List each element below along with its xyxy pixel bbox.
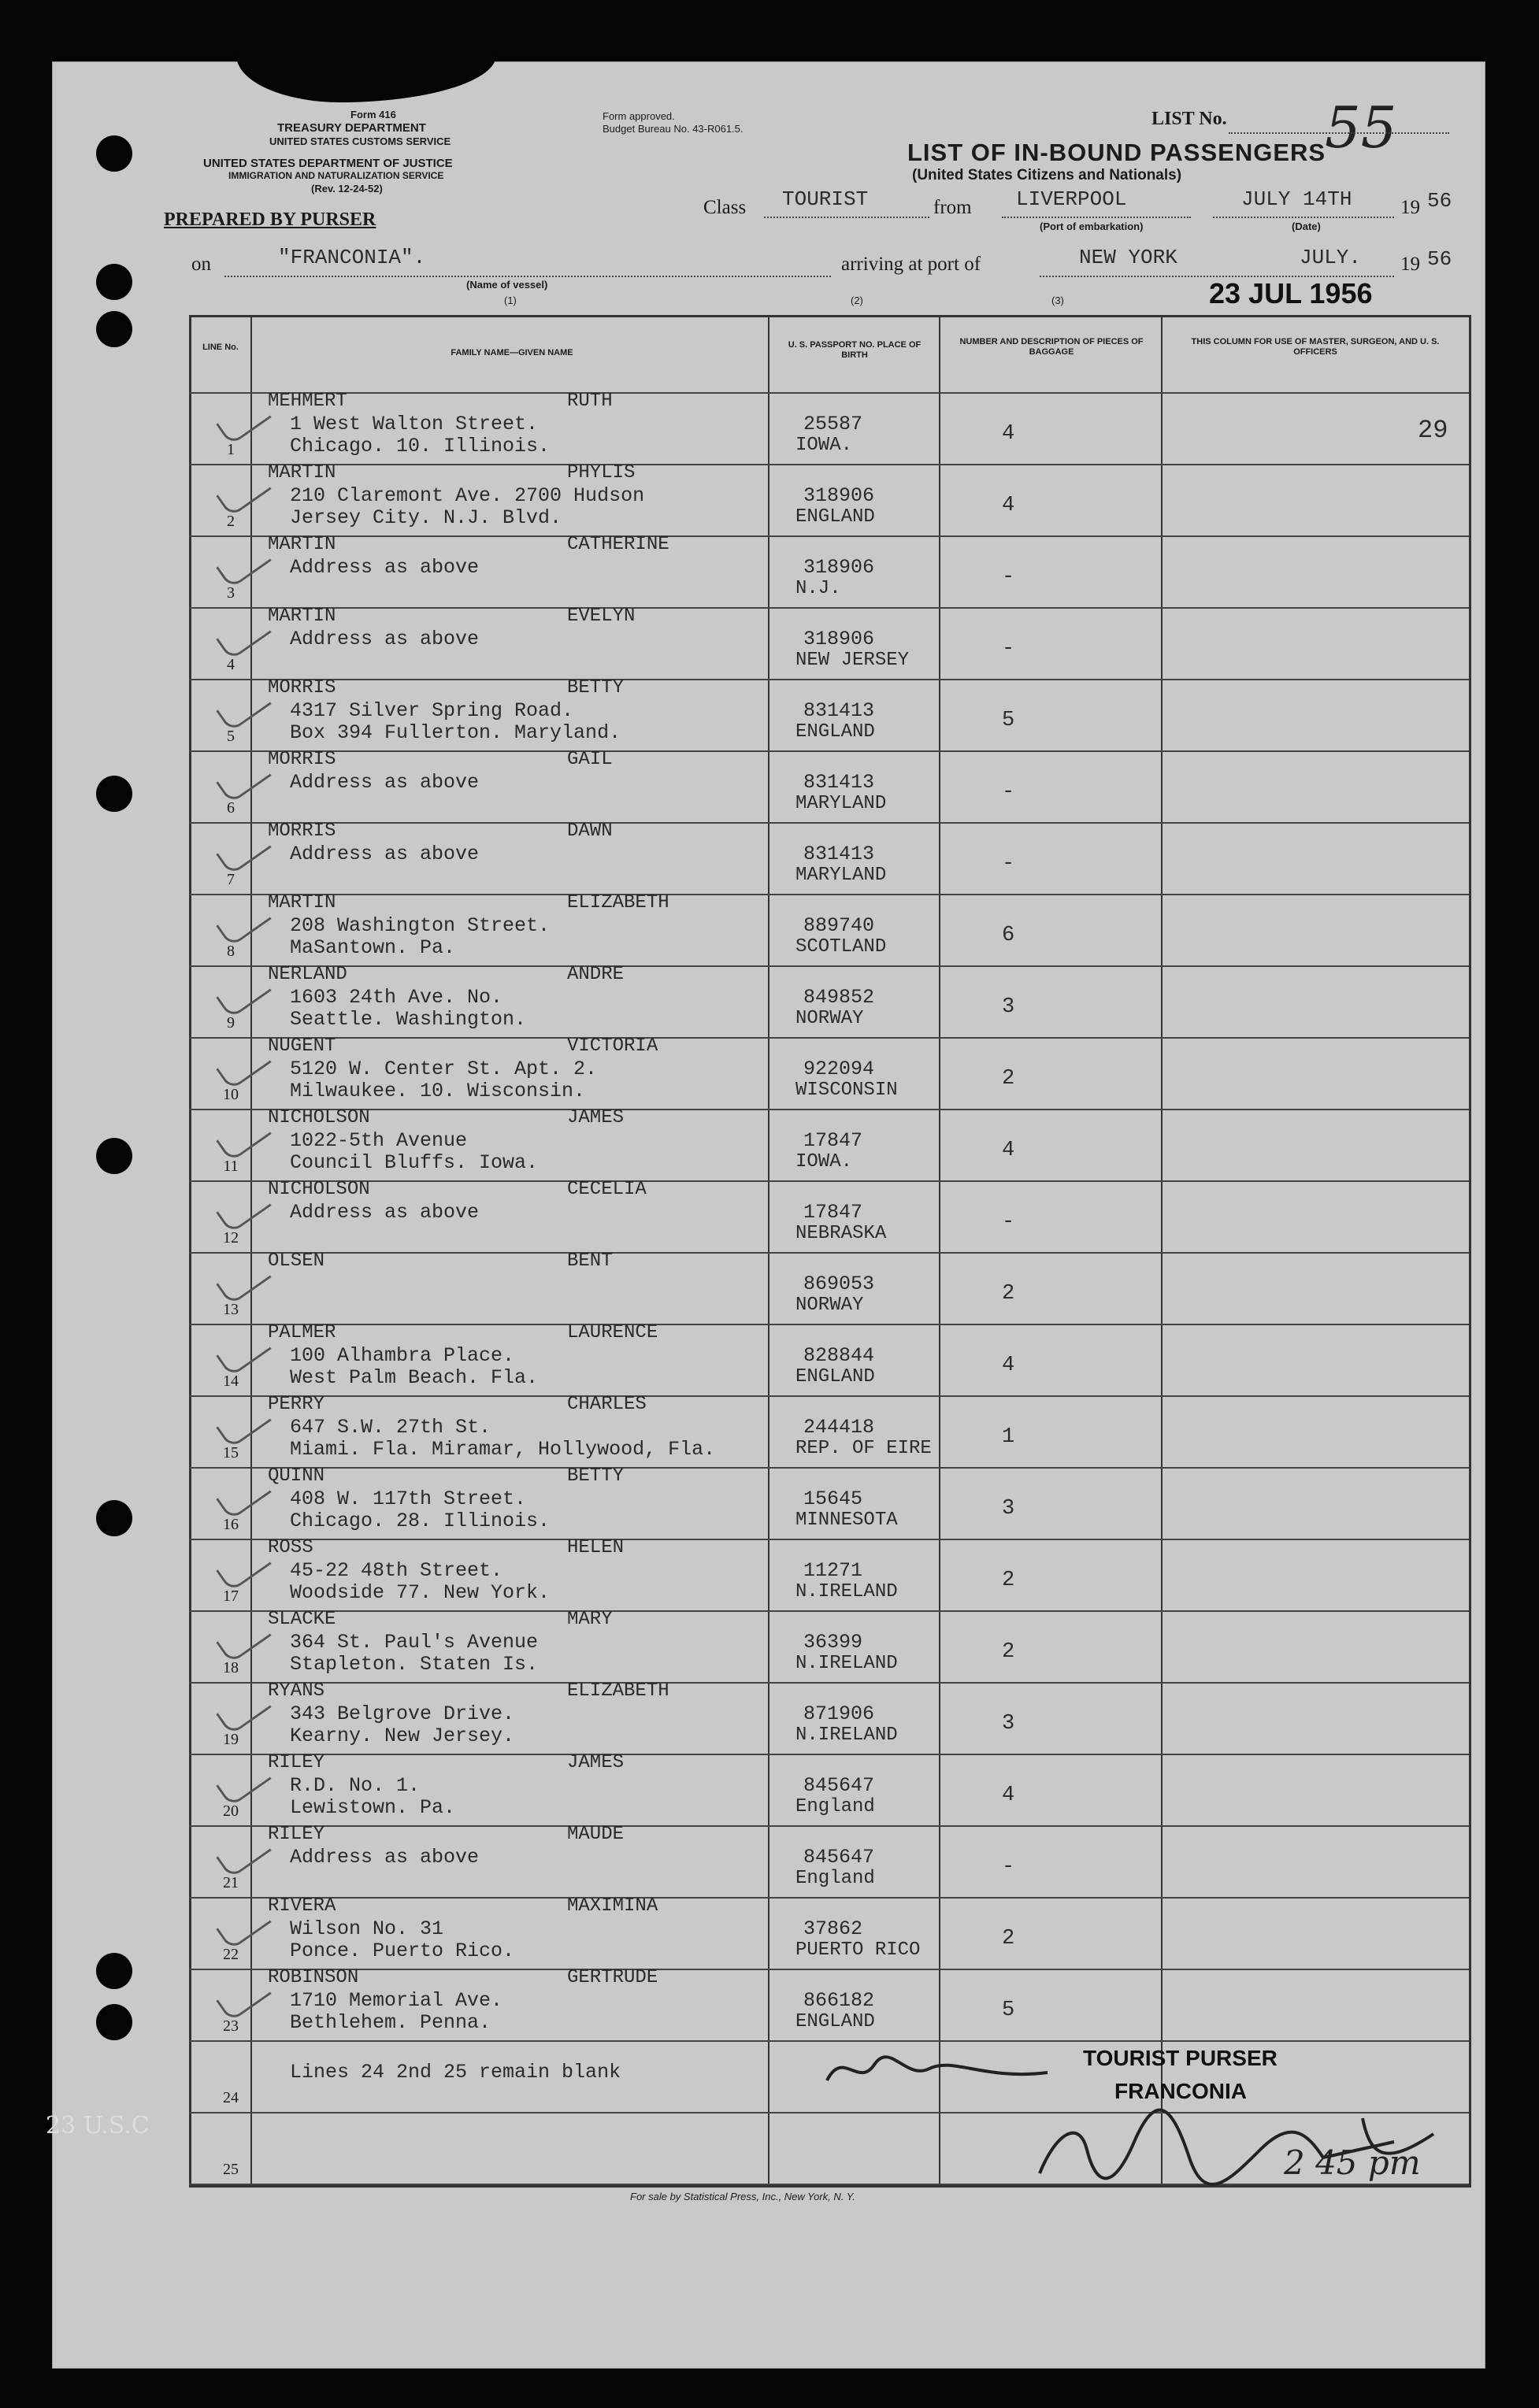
family-name: MARTIN	[268, 462, 336, 483]
address-line-2: Jersey City. N.J. Blvd.	[290, 506, 562, 529]
place-of-birth: ENGLAND	[795, 506, 875, 528]
place-of-birth: N.J.	[795, 578, 841, 599]
given-name: EVELYN	[567, 606, 636, 627]
passport-number: 17847	[803, 1201, 863, 1224]
row-divider	[189, 750, 1469, 752]
place-of-birth: NORWAY	[795, 1295, 864, 1316]
row-divider	[189, 1037, 1469, 1039]
address-line-1: 647 S.W. 27th St.	[290, 1416, 491, 1439]
row-divider	[189, 894, 1469, 895]
class-label: Class	[703, 197, 747, 218]
given-name: CATHERINE	[567, 534, 669, 555]
address-line-1: 343 Belgrove Drive.	[290, 1702, 515, 1725]
family-name: RILEY	[268, 1824, 325, 1845]
baggage-count: -	[1002, 852, 1015, 876]
family-name: QUINN	[268, 1465, 325, 1487]
passport-number: 15645	[803, 1487, 863, 1510]
line-number: 18	[223, 1659, 239, 1676]
list-subtitle: (United States Citizens and Nationals)	[912, 167, 1182, 183]
place-of-birth: PUERTO RICO	[795, 1939, 921, 1961]
row-divider	[189, 1682, 1469, 1684]
given-name: GAIL	[567, 749, 613, 770]
passport-number: 318906	[803, 556, 875, 579]
line-number: 19	[223, 1731, 239, 1748]
baggage-count: 3	[1002, 995, 1015, 1019]
date-year: 56	[1427, 189, 1452, 213]
baggage-count: 5	[1002, 1999, 1015, 2022]
address-line-1: 364 St. Paul's Avenue	[290, 1631, 539, 1654]
vessel-underline	[224, 276, 831, 277]
row-divider	[189, 1180, 1469, 1182]
address-line-2: Miami. Fla. Miramar, Hollywood, Fla.	[290, 1438, 716, 1461]
given-name: MAXIMINA	[567, 1895, 658, 1917]
passport-number: 36399	[803, 1631, 863, 1654]
baggage-count: 2	[1002, 1927, 1015, 1950]
line-number: 7	[227, 871, 235, 888]
col-divider	[939, 315, 940, 2185]
line-number: 23	[223, 2017, 239, 2035]
family-name: NUGENT	[268, 1035, 336, 1057]
baggage-count: 2	[1002, 1640, 1015, 1664]
place-of-birth: REP. OF EIRE	[795, 1438, 932, 1459]
given-name: DAWN	[567, 821, 613, 842]
revision-label: (Rev. 12-24-52)	[311, 183, 383, 194]
row-divider	[189, 1252, 1469, 1254]
baggage-count: 4	[1002, 494, 1015, 517]
given-name: GERTRUDE	[567, 1967, 658, 1988]
address-line-1: 1603 24th Ave. No.	[290, 986, 503, 1009]
baggage-count: 4	[1002, 1354, 1015, 1377]
address-line-2: Woodside 77. New York.	[290, 1581, 551, 1604]
line-number: 5	[227, 728, 235, 745]
signature-note: 2 45 pm	[1284, 2143, 1421, 2182]
passport-number: 866182	[803, 1989, 875, 2012]
prepared-by: PREPARED BY PURSER	[164, 209, 376, 230]
binder-hole	[96, 264, 132, 300]
baggage-count: 2	[1002, 1067, 1015, 1091]
passport-number: 831413	[803, 771, 875, 794]
line-number: 24	[223, 2089, 239, 2106]
list-title: LIST OF IN-BOUND PASSENGERS	[907, 139, 1326, 166]
baggage-count: 1	[1002, 1425, 1015, 1449]
form-approved: Form approved.	[603, 110, 675, 122]
given-name: ELIZABETH	[567, 1680, 669, 1702]
date-underline	[1213, 217, 1394, 218]
address-line-2: Lewistown. Pa.	[290, 1796, 456, 1819]
purser-stamp-line2: FRANCONIA	[1114, 2079, 1247, 2103]
family-name: RYANS	[268, 1680, 325, 1702]
place-of-birth: WISCONSIN	[795, 1080, 898, 1101]
address-line-2: Chicago. 10. Illinois.	[290, 435, 551, 458]
col-divider	[1161, 315, 1163, 2185]
line-number: 17	[223, 1587, 239, 1605]
address-line-2: Chicago. 28. Illinois.	[290, 1510, 551, 1532]
address-line-1: 100 Alhambra Place.	[290, 1344, 515, 1367]
col-divider	[768, 315, 770, 2185]
binder-hole	[96, 1138, 132, 1174]
given-name: CHARLES	[567, 1394, 647, 1415]
row-divider	[189, 679, 1469, 680]
passport-number: 17847	[803, 1129, 863, 1152]
binder-hole	[96, 1953, 132, 1989]
date-year-prefix: 19	[1400, 197, 1420, 218]
line-number: 8	[227, 943, 235, 960]
class-underline	[764, 217, 929, 218]
baggage-count: -	[1002, 565, 1015, 589]
place-of-birth: N.IRELAND	[795, 1724, 898, 1746]
line-number: 13	[223, 1301, 239, 1318]
line-number: 25	[223, 2161, 239, 2178]
given-name: MARY	[567, 1609, 613, 1630]
given-name: BENT	[567, 1250, 613, 1272]
family-name: PERRY	[268, 1394, 325, 1415]
row-divider	[189, 1897, 1469, 1899]
family-name: MARTIN	[268, 892, 336, 913]
family-name: MORRIS	[268, 677, 336, 698]
family-name: MORRIS	[268, 749, 336, 770]
passport-number: 889740	[803, 914, 875, 937]
header-divider	[189, 392, 1469, 394]
place-of-birth: N.IRELAND	[795, 1581, 898, 1602]
vessel-caption: (Name of vessel)	[466, 279, 548, 291]
given-name: BETTY	[567, 677, 625, 698]
address-line-2: Ponce. Puerto Rico.	[290, 1939, 515, 1962]
arrival-date-stamp: 23 JUL 1956	[1209, 277, 1373, 309]
place-of-birth: NEW JERSEY	[795, 650, 910, 671]
address-line-1: Wilson No. 31	[290, 1917, 444, 1940]
vessel-name: "FRANCONIA".	[278, 246, 426, 269]
baggage-count: 2	[1002, 1282, 1015, 1306]
caption-1: (1)	[504, 295, 517, 306]
footer-credit: For sale by Statistical Press, Inc., New York, N. Y.	[630, 2191, 855, 2202]
place-of-birth: ENGLAND	[795, 2011, 875, 2032]
officer-note: 29	[1418, 416, 1448, 445]
line-number: 14	[223, 1373, 239, 1390]
arrival-month: JULY.	[1300, 246, 1362, 269]
address-line-2: Seattle. Washington.	[290, 1008, 527, 1031]
address-line-1: 5120 W. Center St. Apt. 2.	[290, 1058, 598, 1080]
margin-note: 23 U.S.C	[46, 2112, 150, 2139]
address-line-2: West Palm Beach. Fla.	[290, 1366, 539, 1389]
binder-hole	[96, 2004, 132, 2040]
baggage-count: -	[1002, 780, 1015, 804]
row-divider	[189, 1467, 1469, 1469]
passport-number: 831413	[803, 843, 875, 865]
address-line-1: Address as above	[290, 628, 480, 650]
row-divider	[189, 1395, 1469, 1397]
date-caption: (Date)	[1292, 220, 1321, 232]
family-name: MEHMERT	[268, 391, 347, 412]
place-of-birth: MARYLAND	[795, 865, 887, 886]
passport-number: 922094	[803, 1058, 875, 1080]
line-number: 15	[223, 1444, 239, 1461]
line-number: 6	[227, 799, 235, 817]
line-number: 20	[223, 1802, 239, 1820]
baggage-count: 2	[1002, 1569, 1015, 1592]
baggage-count: 3	[1002, 1497, 1015, 1521]
given-name: LAURENCE	[567, 1322, 658, 1343]
address-line-1: Address as above	[290, 771, 480, 794]
family-name: RILEY	[268, 1752, 325, 1773]
class-value: TOURIST	[782, 187, 869, 211]
row-divider	[189, 1754, 1469, 1755]
place-of-birth: IOWA.	[795, 435, 853, 456]
address-line-1: Address as above	[290, 1846, 480, 1869]
budget-bureau: Budget Bureau No. 43-R061.5.	[603, 123, 744, 135]
purser-signature	[1024, 2087, 1465, 2213]
from-underline	[1002, 217, 1191, 218]
address-line-2: Stapleton. Staten Is.	[290, 1653, 539, 1676]
given-name: JAMES	[567, 1752, 625, 1773]
baggage-count: 4	[1002, 1784, 1015, 1807]
baggage-count: 3	[1002, 1712, 1015, 1736]
arrival-port: NEW YORK	[1079, 246, 1177, 269]
address-line-1: 210 Claremont Ave. 2700 Hudson	[290, 484, 645, 507]
address-line-2: Bethlehem. Penna.	[290, 2011, 491, 2034]
from-value: LIVERPOOL	[1016, 187, 1127, 211]
passport-number: 849852	[803, 986, 875, 1009]
customs-label: UNITED STATES CUSTOMS SERVICE	[269, 135, 451, 147]
place-of-birth: ENGLAND	[795, 721, 875, 743]
caption-2: (2)	[851, 295, 863, 306]
given-name: ANDRE	[567, 964, 625, 985]
place-of-birth: N.IRELAND	[795, 1653, 898, 1674]
caption-3: (3)	[1051, 295, 1064, 306]
address-line-2: Council Bluffs. Iowa.	[290, 1151, 539, 1174]
address-line-1: Address as above	[290, 843, 480, 865]
initials-signature	[811, 2041, 1063, 2096]
address-line-1: Lines 24 2nd 25 remain blank	[290, 2061, 621, 2084]
family-name: ROBINSON	[268, 1967, 359, 1988]
baggage-count: 4	[1002, 1139, 1015, 1162]
place-of-birth: MINNESOTA	[795, 1510, 898, 1531]
address-line-1: R.D. No. 1.	[290, 1774, 421, 1797]
passport-number: 318906	[803, 484, 875, 507]
line-number: 2	[227, 513, 235, 530]
row-divider	[189, 535, 1469, 537]
row-divider	[189, 1324, 1469, 1325]
line-number: 12	[223, 1229, 239, 1247]
line-number: 9	[227, 1014, 235, 1032]
from-label: from	[933, 197, 972, 218]
given-name: CECELIA	[567, 1179, 647, 1200]
address-line-1: 1022-5th Avenue	[290, 1129, 468, 1152]
family-name: ROSS	[268, 1537, 313, 1558]
row-divider	[189, 1969, 1469, 1970]
col-head-baggage: NUMBER AND DESCRIPTION OF PIECES OF BAGGAGE	[959, 337, 1144, 357]
given-name: VICTORIA	[567, 1035, 658, 1057]
passport-number: 845647	[803, 1774, 875, 1797]
list-no-label: LIST No.	[1151, 109, 1227, 129]
line-number: 4	[227, 656, 235, 673]
address-line-1: Address as above	[290, 1201, 480, 1224]
row-divider	[189, 607, 1469, 609]
given-name: PHYLIS	[567, 462, 636, 483]
row-divider	[189, 464, 1469, 465]
passport-number: 25587	[803, 413, 863, 435]
row-divider	[189, 1539, 1469, 1540]
on-label: on	[191, 254, 211, 275]
address-line-1: 1710 Memorial Ave.	[290, 1989, 503, 2012]
passport-number: 11271	[803, 1559, 863, 1582]
binder-hole	[96, 1500, 132, 1536]
row-divider	[189, 1109, 1469, 1110]
place-of-birth: England	[795, 1796, 875, 1817]
binder-hole	[96, 135, 132, 172]
place-of-birth: NORWAY	[795, 1008, 864, 1029]
binder-hole	[96, 311, 132, 347]
treasury-label: TREASURY DEPARTMENT	[277, 121, 426, 135]
passport-number: 828844	[803, 1344, 875, 1367]
purser-stamp-line1: TOURIST PURSER	[1083, 2046, 1278, 2070]
line-number: 21	[223, 1874, 239, 1891]
line-number: 3	[227, 584, 235, 602]
family-name: MORRIS	[268, 821, 336, 842]
given-name: HELEN	[567, 1537, 625, 1558]
passport-number: 244418	[803, 1416, 875, 1439]
arrival-year-prefix: 19	[1400, 254, 1420, 275]
passport-number: 871906	[803, 1702, 875, 1725]
address-line-1: 408 W. 117th Street.	[290, 1487, 527, 1510]
family-name: SLACKE	[268, 1609, 336, 1630]
passport-number: 869053	[803, 1273, 875, 1295]
port-embarkation-caption: (Port of embarkation)	[1040, 220, 1144, 232]
address-line-2: Kearny. New Jersey.	[290, 1724, 515, 1747]
baggage-count: -	[1002, 1210, 1015, 1234]
baggage-count: -	[1002, 1855, 1015, 1879]
address-line-2: MaSantown. Pa.	[290, 936, 456, 959]
passport-number: 318906	[803, 628, 875, 650]
address-line-2: Box 394 Fullerton. Maryland.	[290, 721, 621, 744]
ins-label: IMMIGRATION AND NATURALIZATION SERVICE	[228, 170, 444, 181]
family-name: NICHOLSON	[268, 1179, 370, 1200]
line-number: 10	[223, 1086, 239, 1103]
row-divider	[189, 1825, 1469, 1827]
line-number: 11	[223, 1158, 239, 1175]
baggage-count: 5	[1002, 709, 1015, 732]
passport-number: 37862	[803, 1917, 863, 1940]
address-line-2: Milwaukee. 10. Wisconsin.	[290, 1080, 586, 1102]
line-number: 16	[223, 1516, 239, 1533]
place-of-birth: MARYLAND	[795, 793, 887, 814]
row-divider	[189, 822, 1469, 824]
given-name: JAMES	[567, 1107, 625, 1128]
arrival-year: 56	[1427, 247, 1452, 271]
baggage-count: -	[1002, 637, 1015, 661]
given-name: ELIZABETH	[567, 892, 669, 913]
given-name: MAUDE	[567, 1824, 625, 1845]
col-head-name: FAMILY NAME—GIVEN NAME	[451, 348, 573, 357]
col-head-line: LINE No.	[202, 343, 239, 352]
place-of-birth: SCOTLAND	[795, 936, 887, 958]
address-line-1: 45-22 48th Street.	[290, 1559, 503, 1582]
place-of-birth: ENGLAND	[795, 1366, 875, 1387]
list-no-line	[1229, 132, 1449, 134]
date-value: JULY 14TH	[1241, 187, 1352, 211]
passport-number: 831413	[803, 699, 875, 722]
family-name: OLSEN	[268, 1250, 325, 1272]
family-name: NICHOLSON	[268, 1107, 370, 1128]
form-number: Form 416	[350, 109, 396, 120]
line-number: 1	[227, 441, 235, 458]
family-name: NERLAND	[268, 964, 347, 985]
passport-number: 845647	[803, 1846, 875, 1869]
family-name: MARTIN	[268, 534, 336, 555]
col-head-passport: U. S. PASSPORT NO. PLACE OF BIRTH	[788, 340, 922, 360]
place-of-birth: England	[795, 1868, 875, 1889]
given-name: BETTY	[567, 1465, 625, 1487]
baggage-count: 4	[1002, 422, 1015, 446]
address-line-1: 208 Washington Street.	[290, 914, 551, 937]
place-of-birth: IOWA.	[795, 1151, 853, 1173]
place-of-birth: NEBRASKA	[795, 1223, 887, 1244]
address-line-1: Address as above	[290, 556, 480, 579]
address-line-1: 1 West Walton Street.	[290, 413, 539, 435]
arriving-label: arriving at port of	[841, 254, 981, 275]
family-name: RIVERA	[268, 1895, 336, 1917]
list-no-value: 55	[1325, 94, 1397, 161]
doj-label: UNITED STATES DEPARTMENT OF JUSTICE	[203, 157, 453, 170]
given-name: RUTH	[567, 391, 613, 412]
family-name: PALMER	[268, 1322, 336, 1343]
row-divider	[189, 965, 1469, 967]
family-name: MARTIN	[268, 606, 336, 627]
col-head-officers: THIS COLUMN FOR USE OF MASTER, SURGEON, AND U. S. OFFICERS	[1191, 337, 1440, 357]
row-divider	[189, 1610, 1469, 1612]
baggage-count: 6	[1002, 924, 1015, 947]
binder-hole	[96, 776, 132, 812]
address-line-1: 4317 Silver Spring Road.	[290, 699, 574, 722]
line-number: 22	[223, 1946, 239, 1963]
